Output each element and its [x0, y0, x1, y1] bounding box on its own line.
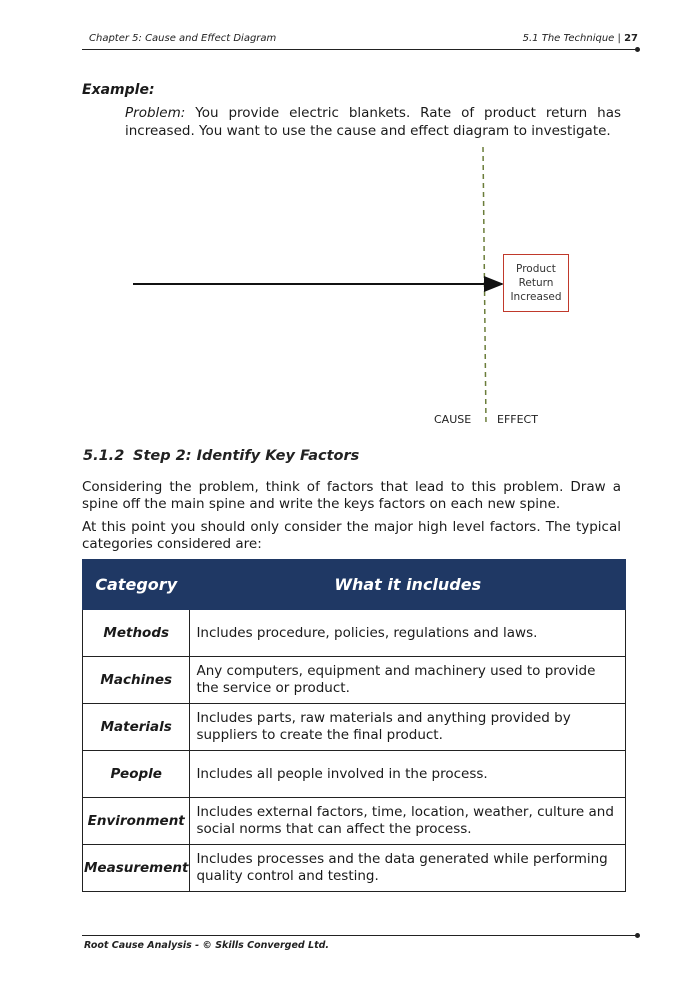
footer-copyright: Root Cause Analysis - © Skills Converged Ltd. — [84, 940, 330, 951]
effect-box — [503, 254, 569, 312]
paragraph-categories-intro: At this point you should only consider the major high level factors. The typical categories considered are: — [82, 519, 621, 552]
table-row — [83, 845, 626, 892]
paragraph-factors: Considering the problem, think of factors that lead to this problem. Draw a spine off the main spine and write the keys factors on each new spine. — [82, 479, 621, 512]
category-cell: Measurement — [83, 845, 190, 892]
table-row — [83, 610, 626, 657]
category-cell: Methods — [83, 610, 190, 657]
categories-table — [82, 559, 626, 892]
table-row — [83, 798, 626, 845]
section-number: 5.1.2 — [83, 448, 125, 464]
cause-label: CAUSE — [434, 413, 472, 426]
description-cell: Includes parts, raw materials and anything provided by suppliers to create the final product. — [190, 704, 626, 751]
table-header-row — [83, 560, 626, 610]
table-row — [83, 704, 626, 751]
effect-line: Product — [516, 263, 556, 275]
effect-line: Return — [518, 277, 554, 289]
column-header-category: Category — [83, 560, 190, 610]
category-cell: Materials — [83, 704, 190, 751]
description-cell: Includes procedure, policies, regulations and laws. — [190, 610, 626, 657]
table-row — [83, 751, 626, 798]
column-header-includes: What it includes — [190, 560, 626, 610]
category-cell: Environment — [83, 798, 190, 845]
problem-label: Problem: — [125, 105, 186, 121]
effect-label: EFFECT — [497, 413, 538, 426]
description-cell: Includes all people involved in the process. — [190, 751, 626, 798]
description-cell: Any computers, equipment and machinery used to provide the service or product. — [190, 657, 626, 704]
cause-effect-diagram — [0, 0, 700, 440]
footer-rule — [82, 935, 638, 936]
section-title: Step 2: Identify Key Factors — [133, 448, 360, 464]
page-number: 27 — [624, 33, 638, 44]
category-cell: People — [83, 751, 190, 798]
effect-line: Increased — [510, 291, 562, 303]
example-heading: Example: — [82, 82, 155, 98]
section-heading — [83, 448, 359, 464]
header-section-title: 5.1 The Technique — [522, 33, 615, 44]
description-cell: Includes processes and the data generated while performing quality control and testing. — [190, 845, 626, 892]
header-separator: | — [617, 33, 621, 44]
footer-rule-dot — [635, 933, 640, 938]
category-cell: Machines — [83, 657, 190, 704]
problem-text: You provide electric blankets. Rate of product return has increased. You want to use the cause and effect diagram to investigate. — [125, 105, 621, 139]
header-chapter-title: Chapter 5: Cause and Effect Diagram — [89, 33, 277, 44]
description-cell: Includes external factors, time, location, weather, culture and social norms that can affect the process. — [190, 798, 626, 845]
table-row — [83, 657, 626, 704]
cause-effect-divider — [483, 147, 486, 425]
